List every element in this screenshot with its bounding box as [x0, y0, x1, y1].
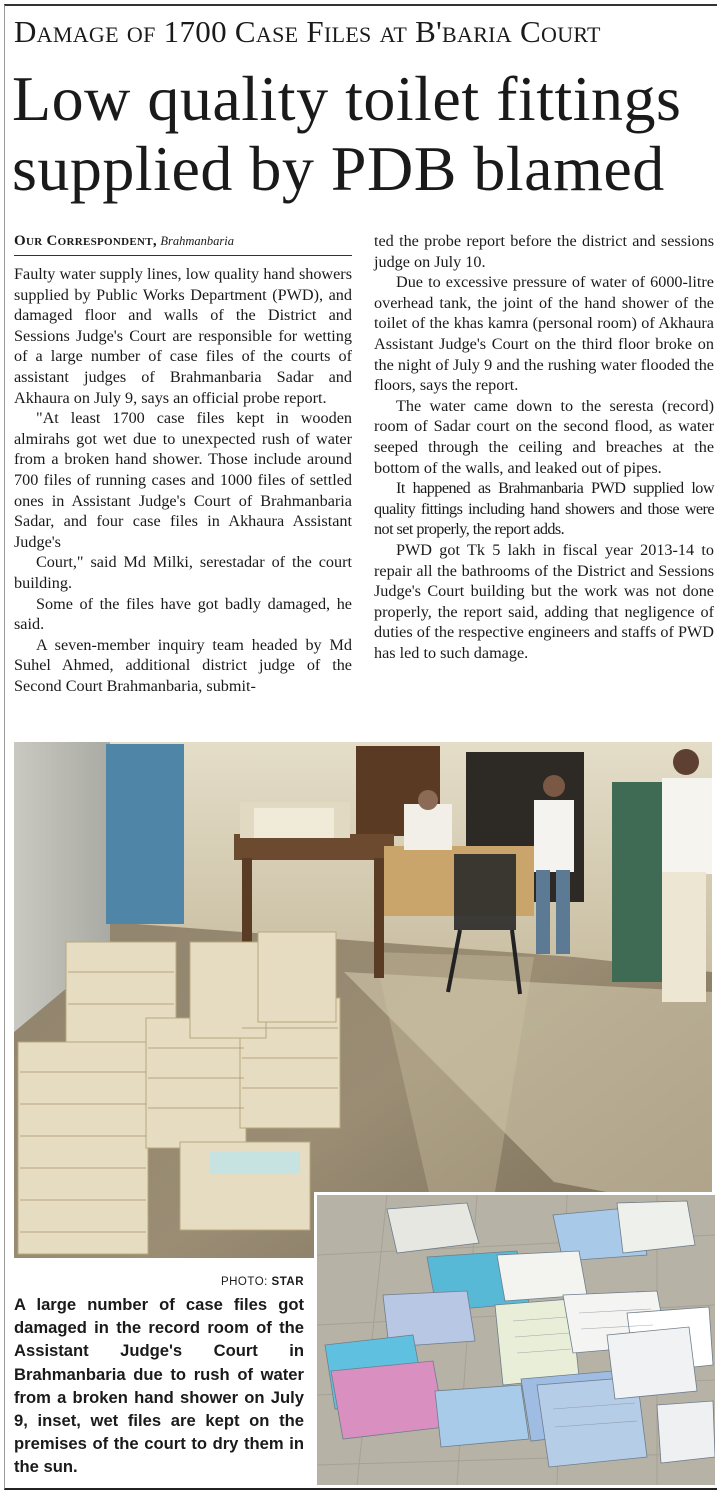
- kicker-heading: Damage of 1700 Case Files at B'baria Court: [14, 14, 601, 49]
- article-paragraph: A seven-member inquiry team headed by Md Suhel Ahmed, additional district judge of the Second Court Brahmanbaria, submit-: [14, 635, 352, 695]
- inset-photo: [314, 1192, 715, 1485]
- article-paragraph: PWD got Tk 5 lakh in fiscal year 2013-14 to repair all the bathrooms of the District and Sessions Judge's Court building but the work was not done properly, the report said, adding that negligence of duties of the respective engineers and staffs of PWD has led to such damage.: [374, 540, 714, 662]
- article-paragraph: "At least 1700 case files kept in wooden almirahs got wet due to unexpected rush of water from a broken hand shower. Those include around 700 files of running cases and 1000 files of settled ones in Assistant Judge's Court of Brahmanbaria Sadar, and four case files in Akhaura Assistant Judge's: [14, 409, 352, 551]
- article-paragraph: ted the probe report before the district and sessions judge on July 10.: [374, 232, 714, 271]
- article-paragraph: Some of the files have got badly damaged, he said.: [14, 594, 352, 634]
- photo-credit-prefix: PHOTO:: [220, 1276, 268, 1288]
- headline-line-2: supplied by PDB blamed: [12, 133, 665, 204]
- article-paragraph: Faulty water supply lines, low quality hand showers supplied by Public Works Department (PWD), and damaged floor and walls of the District and Sessions Judge's Court are responsible for wetting of a large number of case files of the courts of assistant judges of Brahmanbaria Sadar and Akhaura on July 9, says an official probe report.: [14, 265, 352, 407]
- main-photo: [14, 742, 712, 1258]
- photo-credit-source: STAR: [271, 1276, 304, 1288]
- article-paragraph: Due to excessive pressure of water of 6000-litre overhead tank, the joint of the hand shower of the toilet of the khas kamra (personal room) of Akhaura Assistant Judge's Court on the third floor broke on the night of July 9 and the rushing water flooded the floors, says the report.: [374, 273, 714, 395]
- photo-caption: A large number of case files got damaged in the record room of the Assistant Judge's Court in Brahmanbaria due to rush of water from a broken hand shower on July 9, inset, wet files are kept on the premises of the court to dry them in the sun.: [14, 1295, 304, 1477]
- article-column-2: [374, 231, 714, 663]
- article-column-1: [14, 264, 352, 696]
- article-paragraph: The water came down to the seresta (record) room of Sadar court on the second flood, as water seeped through the ceiling and breaches at the bottom of the walls, and leaked out of pipes.: [374, 396, 714, 477]
- byline: [14, 231, 352, 256]
- headline-line-1: Low quality toilet fittings: [12, 63, 682, 134]
- byline-author: Our Correspondent,: [14, 233, 157, 249]
- photo-credit: [214, 1276, 304, 1288]
- article-paragraph: Court," said Md Milki, serestadar of the court building.: [14, 553, 352, 592]
- article-paragraph: It happened as Brahmanbaria PWD supplied low quality fittings including hand showers and those were not set properly, the report adds.: [374, 479, 714, 539]
- headline: [12, 64, 716, 204]
- byline-place: Brahmanbaria: [160, 234, 234, 248]
